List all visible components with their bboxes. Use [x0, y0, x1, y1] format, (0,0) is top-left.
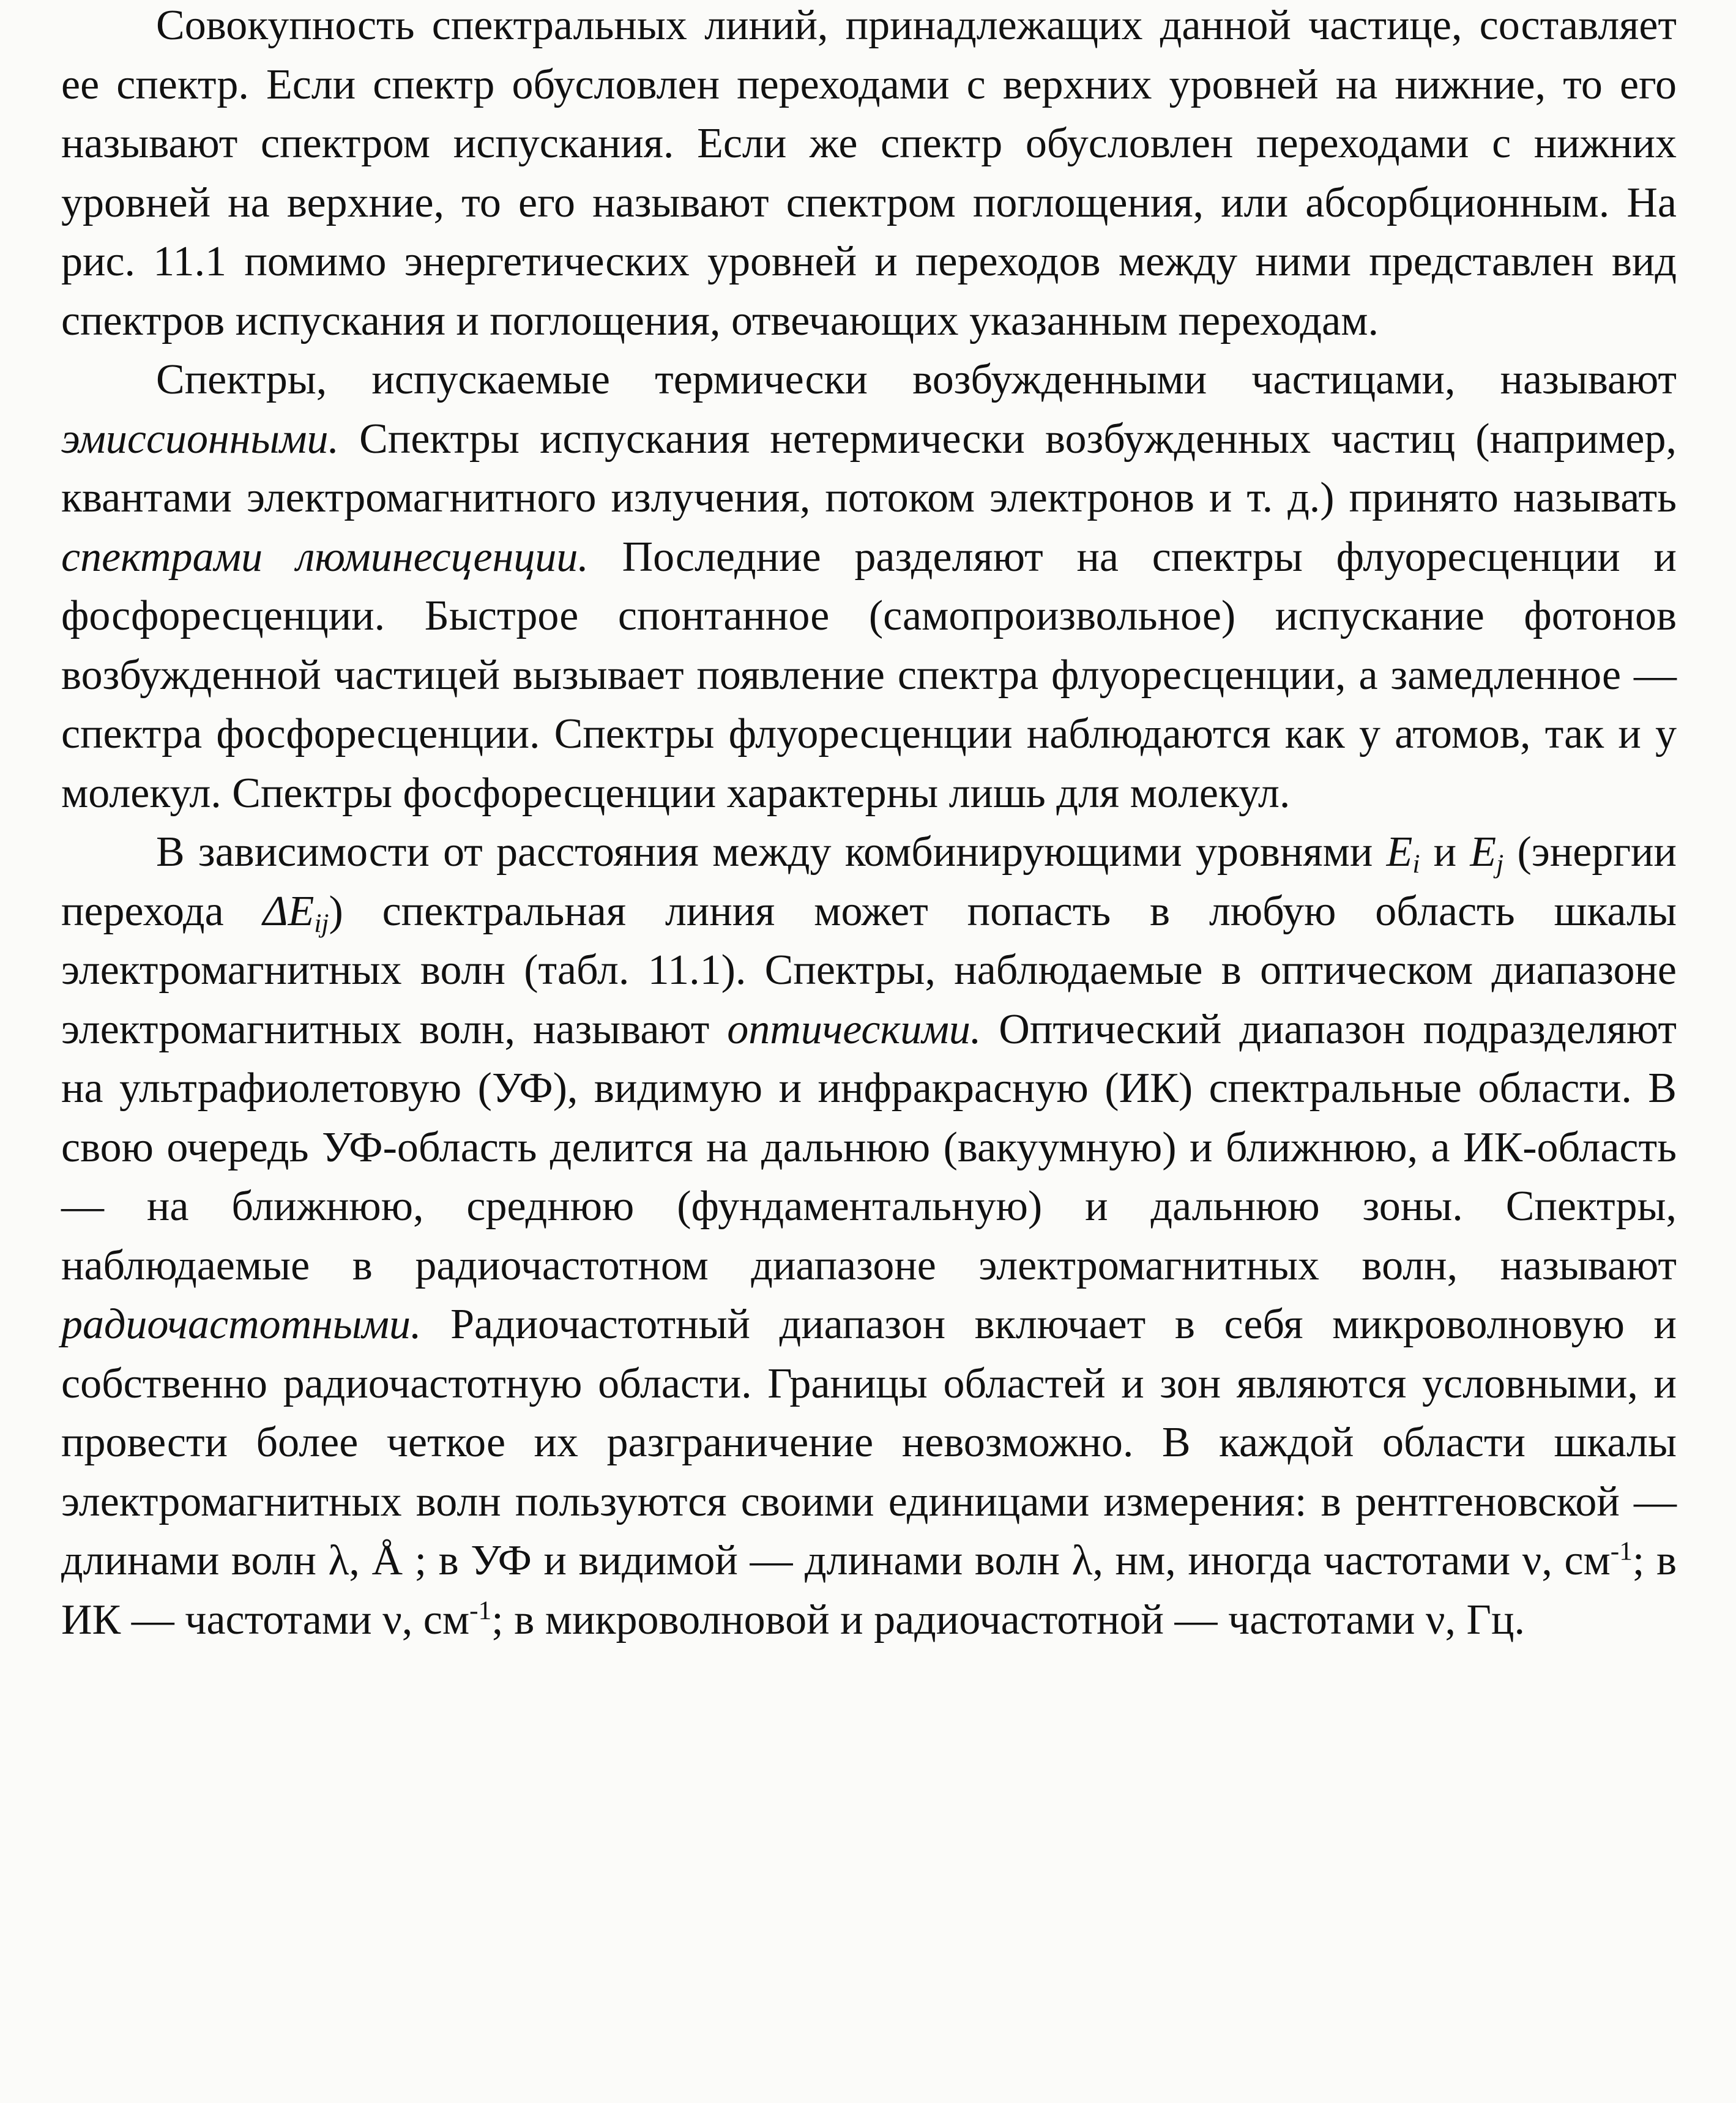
term-emission: эмиссионными. [61, 415, 340, 463]
body-text [61, 0, 1677, 1650]
term-optical: оптическими. [727, 1005, 982, 1053]
symbol-e-i: E [1386, 828, 1413, 876]
paragraph-2-part-2: Спектры испускания нетермически возбужденных частиц (например, квантами электромагнитного излучения, потоком электронов и т. д.) принято называть [61, 415, 1677, 521]
term-luminescence: спектрами люминесценции. [61, 533, 589, 581]
symbol-delta-e-ij: ΔE [263, 887, 315, 935]
paragraph-spectrum-definition [61, 0, 1677, 351]
paragraph-emission-luminescence [61, 351, 1677, 823]
paragraph-2-part-1: Спектры, испускаемые термически возбужденными частицами, называют [156, 356, 1677, 403]
superscript-minus-one-a: -1 [1610, 1536, 1633, 1566]
term-radiofrequency: радиочастотными. [61, 1301, 422, 1348]
symbol-e-j-subscript: j [1496, 849, 1504, 879]
symbol-e-i-subscript: i [1412, 849, 1420, 879]
paragraph-spectral-ranges [61, 823, 1677, 1650]
paragraph-3-part-7: ; в микроволновой и радиочастотной — частотами ν, Гц. [491, 1596, 1525, 1643]
paragraph-2-part-3: Последние разделяют на спектры флуоресценции и фосфоресценции. Быстрое спонтанное (самопроизвольное) испускание фотонов возбужденной частицей вызывает появление спектра флуоресценции, а замедленное — спектра фосфоресценции. Спектры флуоресценции наблюдаются как у атомов, так и у молекул. Спектры фосфоресценции характерны лишь для молекул. [61, 533, 1677, 817]
paragraph-3-part-6: ; в ИК — частотами ν, см [61, 1537, 1677, 1643]
paragraph-1-text: Совокупность спектральных линий, принадлежащих данной частице, составляет ее спектр. Если спектр обусловлен переходами с верхних уровней на нижние, то его называют спектром испускания. Если же спектр обусловлен переходами с нижних уровней на верхние, то его называют спектром поглощения, или абсорбционным. На рис. 11.1 помимо энергетических уровней и переходов между ними представлен вид спектров испускания и поглощения, отвечающих указанным переходам. [61, 2, 1677, 344]
paragraph-3-part-1: В зависимости от расстояния между комбинирующими уровнями [156, 828, 1387, 876]
paragraph-3-part-3: ) спектральная линия может попасть в любую область шкалы электромагнитных волн (табл. 11.1). Спектры, наблюдаемые в оптическом диапазоне электромагнитных волн, называют [61, 887, 1677, 1053]
symbol-e-j: E [1470, 828, 1497, 876]
conjunction-and: и [1420, 828, 1470, 876]
paragraph-3-part-2: (энергии перехода [61, 828, 1677, 935]
paragraph-3-part-4: Оптический диапазон подразделяют на ультрафиолетовую (УФ), видимую и инфракрасную (ИК) спектральные области. В свою очередь УФ-область делится на дальнюю (вакуумную) и ближнюю, а ИК-область — на ближнюю, среднюю (фундаментальную) и дальнюю зоны. Спектры, наблюдаемые в радиочастотном диапазоне электромагнитных волн, называют [61, 1005, 1677, 1289]
paragraph-3-part-5: Радиочастотный диапазон включает в себя микроволновую и собственно радиочастотную области. Границы областей и зон являются условными, и провести более четкое их разграничение невозможно. В каждой области шкалы электромагнитных волн пользуются своими единицами измерения: в рентгеновской — длинами волн λ, Å ; в УФ и видимой — длинами волн λ, нм, иногда частотами ν, см [61, 1301, 1677, 1584]
superscript-minus-one-b: -1 [469, 1595, 492, 1625]
symbol-delta-e-ij-subscript: ij [314, 908, 329, 938]
